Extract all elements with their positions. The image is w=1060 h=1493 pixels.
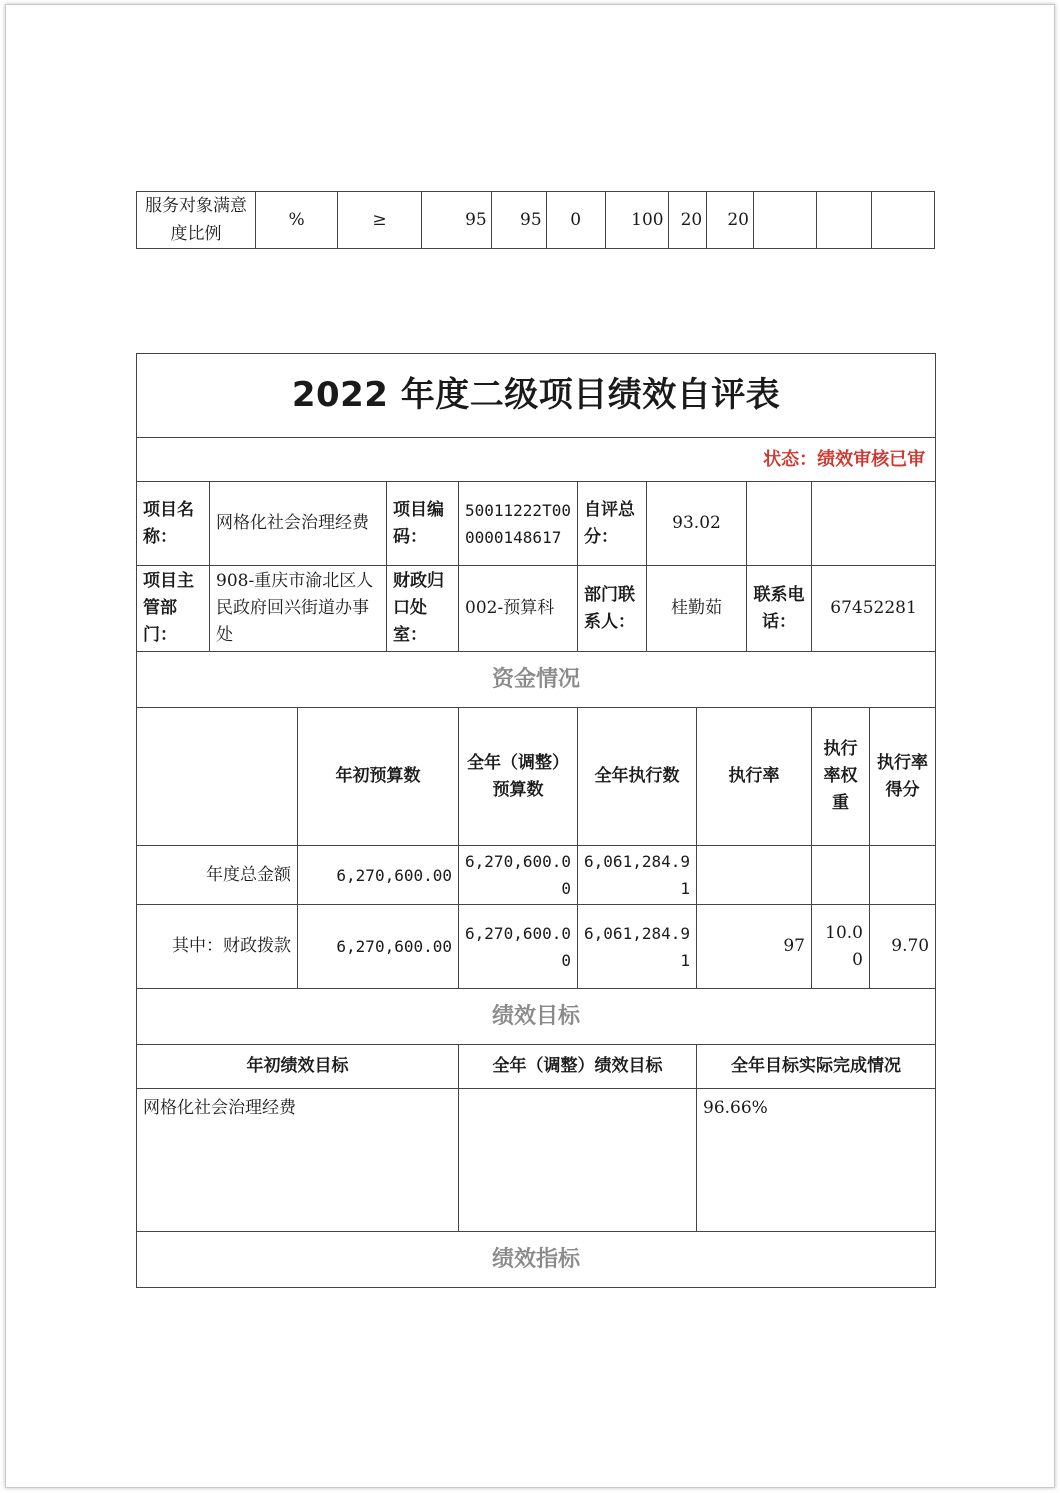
dept-value: 908-重庆市渝北区人民政府回兴街道办事处 — [210, 566, 387, 652]
section-title-indicators: 绩效指标 — [137, 1232, 936, 1288]
funds-cell: 6,270,600.00 — [459, 846, 578, 905]
indicator-cell — [753, 192, 816, 249]
goals-header: 全年目标实际完成情况 — [697, 1045, 936, 1089]
section-title-goals: 绩效目标 — [137, 989, 936, 1045]
goals-header: 全年（调整）绩效目标 — [459, 1045, 697, 1089]
phone-value: 67452281 — [812, 566, 936, 652]
table-row — [137, 566, 936, 652]
table-row — [137, 482, 936, 566]
section-title-funds: 资金情况 — [137, 652, 936, 708]
funds-header: 执行率 — [697, 708, 812, 846]
contact-label: 部门联系人： — [578, 566, 647, 652]
indicator-target: 95 — [421, 192, 491, 249]
funds-cell: 年度总金额 — [137, 846, 298, 905]
indicator-cell — [871, 192, 934, 249]
funds-header: 执行率权重 — [812, 708, 870, 846]
funds-cell: 其中：财政拨款 — [137, 905, 298, 989]
project-name-label: 项目名称： — [137, 482, 210, 566]
table-row — [137, 354, 936, 438]
indicator-cell: 100 — [605, 192, 668, 249]
table-row — [137, 438, 936, 482]
table-row — [137, 1045, 936, 1089]
funds-cell — [870, 846, 936, 905]
project-name-value: 网格化社会治理经费 — [210, 482, 387, 566]
table-row — [137, 192, 935, 249]
goals-cell: 96.66% — [697, 1089, 936, 1232]
funds-cell: 6,061,284.91 — [578, 905, 697, 989]
funds-cell: 97 — [697, 905, 812, 989]
funds-cell: 10.00 — [812, 905, 870, 989]
finance-office-value: 002-预算科 — [459, 566, 578, 652]
table-row — [137, 905, 936, 989]
goals-cell — [459, 1089, 697, 1232]
empty-cell — [812, 482, 936, 566]
status-badge: 状态：绩效审核已审 — [137, 438, 936, 482]
indicator-unit: % — [255, 192, 337, 249]
funds-cell — [812, 846, 870, 905]
indicator-cell: 20 — [707, 192, 754, 249]
self-score-value: 93.02 — [647, 482, 747, 566]
empty-cell — [747, 482, 812, 566]
funds-cell — [697, 846, 812, 905]
funds-header: 全年（调整）预算数 — [459, 708, 578, 846]
project-code-value: 50011222T000000148617 — [459, 482, 578, 566]
dept-label: 项目主管部门： — [137, 566, 210, 652]
self-evaluation-form — [136, 353, 936, 1288]
indicator-cell: 20 — [668, 192, 707, 249]
indicator-name: 服务对象满意度比例 — [137, 192, 256, 249]
table-row — [137, 989, 936, 1045]
goals-header: 年初绩效目标 — [137, 1045, 459, 1089]
form-title: 2022 年度二级项目绩效自评表 — [137, 354, 936, 438]
funds-header: 年初预算数 — [298, 708, 459, 846]
funds-cell: 6,270,600.00 — [459, 905, 578, 989]
funds-cell: 6,270,600.00 — [298, 905, 459, 989]
table-row — [137, 846, 936, 905]
contact-value: 桂勤茹 — [647, 566, 747, 652]
funds-header — [137, 708, 298, 846]
phone-label: 联系电话： — [747, 566, 812, 652]
indicator-cell: 0 — [546, 192, 605, 249]
table-row — [137, 708, 936, 846]
project-code-label: 项目编码： — [387, 482, 459, 566]
funds-header: 执行率得分 — [870, 708, 936, 846]
indicator-cell — [817, 192, 872, 249]
self-score-label: 自评总分： — [578, 482, 647, 566]
indicator-value: 95 — [491, 192, 546, 249]
table-row — [137, 1232, 936, 1288]
table-row — [137, 1089, 936, 1232]
goals-cell: 网格化社会治理经费 — [137, 1089, 459, 1232]
funds-cell: 6,061,284.91 — [578, 846, 697, 905]
table-row — [137, 652, 936, 708]
funds-cell: 6,270,600.00 — [298, 846, 459, 905]
finance-office-label: 财政归口处室： — [387, 566, 459, 652]
indicator-operator: ≥ — [338, 192, 421, 249]
funds-header: 全年执行数 — [578, 708, 697, 846]
funds-cell: 9.70 — [870, 905, 936, 989]
indicator-continuation-table — [136, 191, 935, 249]
